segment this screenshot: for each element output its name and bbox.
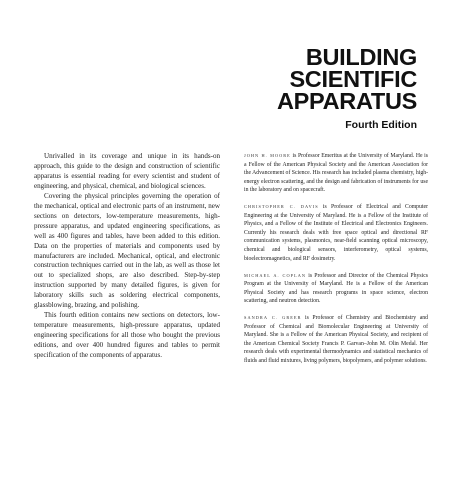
title-line: BUILDING — [305, 44, 417, 70]
author-bio — [244, 314, 428, 365]
author-bio — [244, 272, 428, 306]
author-bio-text: is Professor of Chemistry and Biochemistry and Professor of Chemical and Biomolecular Engineering at University of Maryland. She is a Fellow of the American Physical Society, and recipient of the American Chemical Society Francis P. Garvan–John M. Olin Medal. Her research deals with experimental thermodynamics and statistical mechanics of fluids and fluid mixtures, living polymers, biopolymers, and polymer solutions. — [244, 315, 429, 364]
book-title — [277, 46, 417, 131]
author-bio — [244, 203, 428, 263]
author-name: JOHN H. MOORE — [244, 153, 291, 158]
author-name: SANDRA C. GREER — [244, 315, 302, 321]
title-line: APPARATUS — [276, 88, 417, 114]
author-bios-column — [244, 152, 428, 374]
author-name: CHRISTOPHER C. DAVIS — [244, 204, 319, 210]
author-name: MICHAEL A. COPLAN — [244, 272, 307, 278]
author-bio — [244, 152, 428, 195]
author-bio-text: is Professor and Director of the Chemical Physics Program at the University of Maryland. He is a Fellow of the American Physical Society and has research programs in space science, electron scattering, and neutron detection. — [244, 272, 429, 305]
description-paragraph: Unrivalled in its coverage and unique in its hands-on approach, this guide to the design and construction of scientific apparatus is essential reading for every scientist and student of engineering, and physical, chemical, and biological sciences. — [34, 152, 220, 190]
description-column — [34, 152, 220, 361]
edition-label: Fourth Edition — [345, 119, 417, 131]
author-bio-text: is Professor Emeritus at the University of Maryland. He is a Fellow of the American Physical Society and the American Association for the Advancement of Science. His research has included plasma chemistry, high-energy electron scattering, and the design and fabrication of instruments for use in the laboratory and on spacecraft. — [244, 153, 428, 194]
title-line: SCIENTIFIC — [289, 66, 417, 92]
author-bio-text: is Professor of Electrical and Computer Engineering at the University of Maryland. He is a Fellow of the Institute of Physics, and a Fellow of the Institute of Electrical and Electronics Engineers. Currently his research deals with free space optical and directional RF communication systems, plasmonics, near-field scanning optical microscopy, chemical and biological sensors, interferometry, optical systems, bioelectromagnetics, and RF dosimetry. — [244, 204, 428, 262]
description-paragraph: Covering the physical principles governing the operation of the mechanical, optical and electronic parts of an instrument, new sections on detectors, low-temperature measurements, high-pressure apparatus, and updated engineering specifications, as well as 400 figures and tables, have been added to this edition. Data on the properties of materials and components used by manufacturers are included. Mechanical, optical, and electronic construction techniques carried out in the lab, as well as those let out to specialized shops, are also described. Step-by-step instruction supported by many detailed figures, is given for laboratory skills such as soldering electrical components, glassblowing, brazing, and polishing. — [34, 191, 220, 310]
description-paragraph: This fourth edition contains new sections on detectors, low-temperature measurements, high-pressure apparatus, updated engineering specifications for all those who bought the previous editions, and over 400 hundred figures and tables to permit specification of the components of apparatus. — [34, 311, 220, 360]
